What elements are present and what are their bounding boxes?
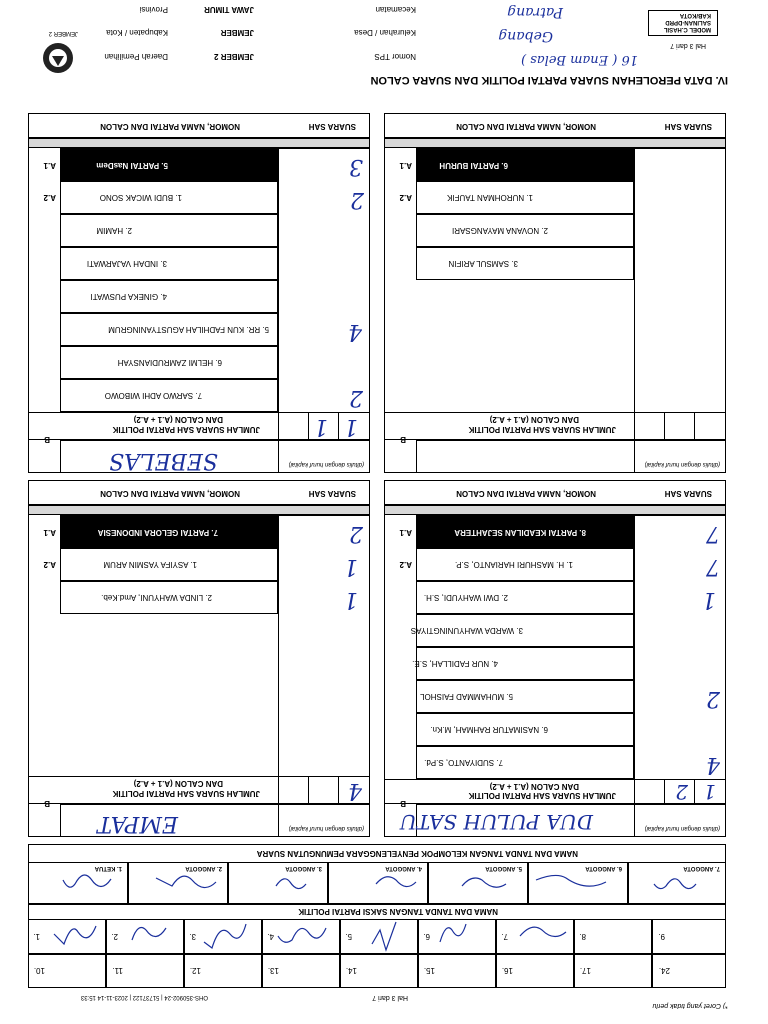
kpps-cell: 3. ANGGOTA (228, 862, 328, 904)
candidate-votes: 2 (350, 187, 364, 212)
candidate-row: 1. NUROHMAN TAUFIK (416, 181, 634, 214)
candidate-votes: 2 (349, 385, 363, 410)
saksi-cell: 7. (496, 919, 574, 954)
col-name-header: NOMOR, NAMA PARTAI DAN CALON (456, 489, 596, 498)
saksi-cell: 11. (106, 954, 184, 988)
party-name: 6. PARTAI BURUH (439, 161, 508, 170)
candidate-row: 7. SARWO ADHI WIBOWO (60, 379, 278, 412)
kpps-cell: 5. ANGGOTA (428, 862, 528, 904)
tps-value: 16 ( Enam Belas ) (521, 52, 638, 67)
saksi-cell: 12. (184, 954, 262, 988)
kpps-cell: 6. ANGGOTA (528, 862, 628, 904)
candidate-votes: 1 (344, 554, 358, 579)
total-label-2: DAN CALON (A.1 + A.2) (489, 415, 579, 424)
row-a2-label: A.2 (43, 560, 56, 569)
candidate-row: 1. H. MASHURI HARIANTO, S.P. (416, 548, 634, 581)
row-a1-label: A.1 (43, 528, 56, 537)
saksi-cell: 2. (106, 919, 184, 954)
total-words: SEBELAS (109, 448, 218, 473)
capital-note: (ditulis dengan huruf kapital) (288, 825, 364, 831)
candidate-row: 2. LINDA WAHYUNI, Amd.Keb. (60, 581, 278, 614)
form-code-1: MODEL C.HASIL (663, 26, 711, 32)
total-label-2: DAN CALON (A.1 + A.2) (133, 779, 223, 788)
capital-note: (ditulis dengan huruf kapital) (644, 461, 720, 467)
form-code-box (648, 10, 718, 36)
total-words: DUA PULUH SATU (399, 810, 593, 834)
row-b-label: B (44, 799, 50, 808)
col-votes-header: SUARA SAH (664, 489, 712, 498)
saksi-cell: 24. (652, 954, 726, 988)
kabupaten-label: Kabupaten / Kota (106, 28, 168, 37)
candidate-row: 6. NASIMATUR RAHMAH, M.Kn. (416, 713, 634, 746)
candidate-votes: 4 (706, 752, 720, 777)
kelurahan-label: Kelurahan / Desa (354, 28, 416, 37)
header-page-label: Hal 3 dari 7 (670, 42, 706, 49)
saksi-cell: 3. (184, 919, 262, 954)
kpps-title: NAMA DAN TANDA TANGAN KELOMPOK PENYELENGGARA PEMUNGUTAN SUARA (256, 849, 578, 858)
dapil-label: Daerah Pemilihan (104, 52, 168, 61)
row-b-label: B (400, 435, 406, 444)
saksi-cell: 14. (340, 954, 418, 988)
col-name-header: NOMOR, NAMA PARTAI DAN CALON (100, 489, 240, 498)
party-votes: 2 (349, 521, 363, 546)
capital-note: (ditulis dengan huruf kapital) (644, 825, 720, 831)
candidate-row: 2. NOVANA MAYANGSARI (416, 214, 634, 247)
kecamatan-value: Patrang (507, 4, 563, 20)
col-name-header: NOMOR, NAMA PARTAI DAN CALON (456, 122, 596, 131)
digit-box (664, 412, 695, 440)
candidate-row: 5. MUHAMMAD FAISHOL (416, 680, 634, 713)
candidate-row: 3. WARDA WAHYUNINGTIYAS (416, 614, 634, 647)
province-label: Provinsi (139, 5, 168, 14)
col-votes-header: SUARA SAH (308, 489, 356, 498)
kpps-cell: 7. ANGGOTA (628, 862, 726, 904)
row-a1-label: A.1 (399, 528, 412, 537)
party-votes: 3 (349, 154, 363, 179)
col-votes-header: SUARA SAH (664, 122, 712, 131)
footer-page: Hal 3 dari 7 (372, 994, 408, 1001)
kpps-cell: 1. KETUA (28, 862, 128, 904)
form-code-3: KAB/KOTA (679, 12, 711, 18)
saksi-cell: 5. (340, 919, 418, 954)
candidate-votes: 2 (706, 686, 720, 711)
candidate-votes: 1 (702, 587, 716, 612)
candidate-row: 1. BUDI WICAK SONO (60, 181, 278, 214)
total-label-1: JUMLAH SUARA SAH PARTAI POLITIK (468, 425, 616, 434)
row-a2-label: A.2 (399, 560, 412, 569)
col-votes-header: SUARA SAH (308, 122, 356, 131)
row-a2-label: A.2 (399, 193, 412, 202)
saksi-cell: 6. (418, 919, 496, 954)
row-b-label: B (400, 799, 406, 808)
total-digit: 1 (344, 414, 358, 439)
candidate-row: 3. INDAH VAJARWATI (60, 247, 278, 280)
saksi-cell: 9. (652, 919, 726, 954)
row-a2-label: A.2 (43, 193, 56, 202)
saksi-cell: 16. (496, 954, 574, 988)
total-label-2: DAN CALON (A.1 + A.2) (133, 415, 223, 424)
row-a1-label: A.1 (43, 161, 56, 170)
candidate-row: 7. SUDIYANTO, S.Pd. (416, 746, 634, 779)
digit-box (308, 776, 339, 804)
tps-label: Nomor TPS (374, 52, 416, 61)
section-title: IV. DATA PEROLEHAN SUARA PARTAI POLITIK DAN SUARA CALON (370, 74, 728, 86)
total-digit: 1 (314, 414, 328, 439)
candidate-row: 2. HAMIM (60, 214, 278, 247)
saksi-cell: 8. (574, 919, 652, 954)
saksi-cell: 1. (28, 919, 106, 954)
candidate-row: 4. NUR FADILLAH, S.E. (416, 647, 634, 680)
party-name: 8. PARTAI KEADILAN SEJAHTERA (454, 528, 586, 537)
candidate-row: 1. ASYIFA YASMIN ARUM (60, 548, 278, 581)
candidate-votes: 4 (348, 319, 362, 344)
number-row (384, 505, 726, 515)
party-votes: 7 (706, 521, 720, 546)
candidate-votes: 7 (706, 554, 720, 579)
footer-note: *) Coret yang tidak perlu (652, 1002, 728, 1009)
kpps-signatures (28, 862, 726, 904)
total-words: EMPAT (97, 811, 178, 836)
row-b-label: B (44, 435, 50, 444)
capital-note: (ditulis dengan huruf kapital) (288, 461, 364, 467)
total-digit: 1 (703, 780, 716, 804)
candidate-row: 6. HELMI ZAMRUDIANSYAH (60, 346, 278, 379)
kecamatan-label: Kecamatan (375, 5, 416, 14)
saksi-cell: 10. (28, 954, 106, 988)
form-code-2: SALINAN-DPRD (665, 19, 711, 25)
candidate-votes: 1 (344, 587, 358, 612)
saksi-cell: 15. (418, 954, 496, 988)
logo-caption: JEMBER 2 (48, 30, 78, 36)
saksi-cell: 4. (262, 919, 340, 954)
party-name: 5. PARTAI NasDem (96, 161, 168, 170)
kabupaten-value: JEMBER (220, 28, 254, 37)
candidate-row: 4. GINEKA PUSWATI (60, 280, 278, 313)
number-row (28, 505, 370, 515)
party-name: 7. PARTAI GELORA INDONESIA (97, 528, 218, 537)
saksi-cell: 13. (262, 954, 340, 988)
footer-doc-id: OHS-350902-24 | 51737122 | 2023-11-14 15:33 (80, 994, 208, 1000)
kelurahan-value: Gebang (498, 28, 553, 44)
saksi-cell: 17. (574, 954, 652, 988)
total-label-1: JUMLAH SUARA SAH PARTAI POLITIK (112, 789, 260, 798)
number-row (28, 138, 370, 148)
row-a1-label: A.1 (399, 161, 412, 170)
party-row (60, 148, 278, 181)
total-digit: 2 (675, 780, 688, 804)
total-digit: 4 (348, 778, 362, 803)
candidate-row: 5. RR. KUN FADHILAH AGUSTYANINGRUM (60, 313, 278, 346)
kpu-logo (34, 38, 82, 78)
kpps-cell: 2. ANGGOTA (128, 862, 228, 904)
total-label-1: JUMLAH SUARA SAH PARTAI POLITIK (112, 425, 260, 434)
province-value: JAWA TIMUR (204, 5, 254, 14)
dapil-value: JEMBER 2 (213, 52, 254, 61)
saksi-signatures (28, 919, 726, 954)
candidate-row: 2. DWI WAHYUDI, S.H. (416, 581, 634, 614)
kpps-cell: 4. ANGGOTA (328, 862, 428, 904)
saksi-title: NAMA DAN TANDA TANGAN SAKSI PARTAI POLITIK (298, 907, 498, 916)
col-name-header: NOMOR, NAMA PARTAI DAN CALON (100, 122, 240, 131)
candidate-row: 3. SAMSUL ARIFIN (416, 247, 634, 280)
number-row (384, 138, 726, 148)
total-label-2: DAN CALON (A.1 + A.2) (489, 782, 579, 791)
total-label-1: JUMLAH SUARA SAH PARTAI POLITIK (468, 791, 616, 800)
